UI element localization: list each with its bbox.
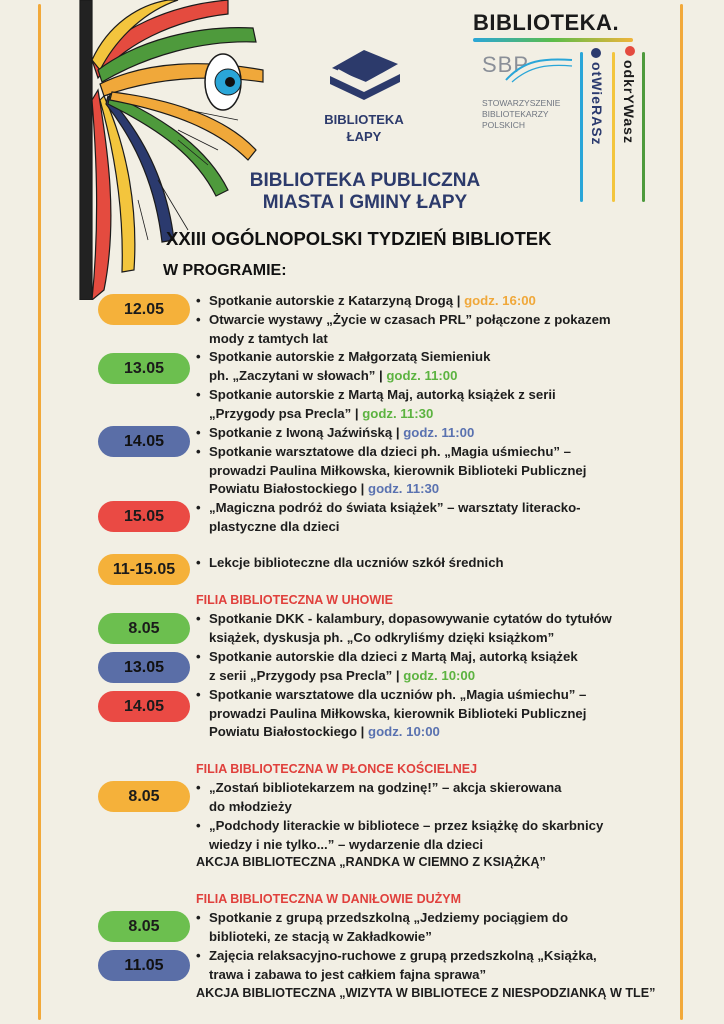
event-item: • Spotkanie z grupą przedszkolną „Jedziemy pociągiem do biblioteki, ze stacją w Zakładkowie” [196,910,569,944]
dot-icon [625,46,635,56]
library-title [235,170,495,214]
dot-icon [591,48,601,58]
vertical-bar-green [642,52,645,202]
section-plonka: FILIA BIBLIOTECZNA W PŁONCE KOŚCIELNEJ [196,762,478,776]
book-logo-icon [324,40,404,106]
event-item: • Lekcje biblioteczne dla uczniów szkół średnich [196,555,504,570]
event-item: • Spotkanie warsztatowe dla uczniów ph. „Magia uśmiechu” – prowadzi Paulina Miłkowska, kierownik Biblioteki Publicznej Powiatu Białostockiego | godz. 10:00 [196,687,587,739]
program-heading: W PROGRAMIE: [163,262,287,279]
wave-icon [504,56,574,86]
event-title: XXIII OGÓLNOPOLSKI TYDZIEŃ BIBLIOTEK [166,228,552,249]
sbp-logo [482,52,572,131]
event-item: • Spotkanie z Iwoną Jaźwińską | godz. 11:00 [196,425,475,440]
date-pill: 14.05 [98,691,190,722]
date-pill: 8.05 [98,911,190,942]
date-pill: 11.05 [98,950,190,981]
vertical-bar-yellow [612,52,615,202]
event-item: • „Zostań bibliotekarzem na godzinę!” – akcja skierowana do młodzieży [196,780,562,814]
event-item: • Spotkanie autorskie z Małgorzatą Siemieniuk ph. „Zaczytani w słowach” | godz. 11:00 [196,349,491,383]
event-time: godz. 11:00 [403,425,475,440]
vertical-bar-blue [580,52,583,202]
event-time: godz. 10:00 [368,724,440,739]
date-pill: 14.05 [98,426,190,457]
biblioteka-brand: BIBLIOTEKA. [473,10,620,35]
brand-underline [473,38,633,42]
date-pill: 8.05 [98,781,190,812]
left-border-line [38,4,41,1020]
section-uhowo: FILIA BIBLIOTECZNA W UHOWIE [196,593,393,607]
sbp-abbreviation: SBP [482,52,530,77]
date-pill: 13.05 [98,353,190,384]
event-time: godz. 10:00 [403,667,476,683]
logo-name-line2: ŁAPY [346,129,382,144]
library-action: AKCJA BIBLIOTECZNA „RANDKA W CIEMNO Z KSIĄŻKĄ” [196,855,546,869]
event-item: • Spotkanie autorskie z Katarzyną Drogą | godz. 16:00 [196,293,536,308]
date-pill: 15.05 [98,501,190,532]
date-pill: 8.05 [98,613,190,644]
event-item: • „Magiczna podróż do świata książek” – warsztaty literacko- plastyczne dla dzieci [196,500,581,534]
event-time: godz. 11:30 [362,405,434,421]
event-time: godz. 16:00 [464,293,536,308]
library-logo [316,40,412,144]
event-item: • Spotkanie DKK - kalambury, dopasowywanie cytatów do tytułów książek, dyskusja ph. „Co odkryliśmy dzięki książkom” [196,611,612,645]
sbp-line3: POLSKICH [482,120,525,130]
library-title-line1: BIBLIOTEKA PUBLICZNA [249,170,481,191]
sbp-line2: BIBLIOTEKARZY [482,109,549,119]
section-danilowo: FILIA BIBLIOTECZNA W DANIŁOWIE DUŻYM [196,892,462,906]
slogan-otwierasz: otWieRASz [589,62,605,146]
logo-name-line1: BIBLIOTEKA [324,112,404,127]
event-item: • Spotkanie warsztatowe dla dzieci ph. „Magia uśmiechu” – prowadzi Paulina Miłkowska, kierownik Biblioteki Publicznej Powiatu Białostockiego | godz. 11:30 [196,444,587,496]
sbp-line1: STOWARZYSZENIE [482,98,561,108]
date-pill: 12.05 [98,294,190,325]
event-time: godz. 11:30 [368,481,440,496]
event-item: • Spotkanie autorskie z Martą Maj, autorką książek z serii „Przygody psa Precla” | godz. 11:30 [196,387,556,421]
sbp-full-name [482,98,572,131]
slogan-odkrywasz: odkrYWasz [621,60,637,144]
book-eye-illustration [78,0,268,300]
library-title-line2: MIASTA I GMINY ŁAPY [262,192,468,213]
date-pill: 11-15.05 [98,554,190,585]
date-pill: 13.05 [98,652,190,683]
event-item: • Spotkanie autorskie dla dzieci z Martą Maj, autorką książek z serii „Przygody psa Precla” | godz. 10:00 [196,649,578,683]
library-action: AKCJA BIBLIOTECZNA „WIZYTA W BIBLIOTECE Z NIESPODZIANKĄ W TLE” [196,986,656,1000]
event-item: • Zajęcia relaksacyjno-ruchowe z grupą przedszkolną „Książka, trawa i zabawa to jest całkiem fajna sprawa” [196,948,597,982]
right-border-line [680,4,683,1020]
event-time: godz. 11:00 [386,367,458,383]
event-item: • „Podchody literackie w bibliotece – przez książkę do skarbnicy wiedzy i nie tylko...” – wydarzenie dla dzieci [196,818,604,852]
event-item: • Otwarcie wystawy „Życie w czasach PRL” połączone z pokazem mody z tamtych lat [196,312,611,346]
